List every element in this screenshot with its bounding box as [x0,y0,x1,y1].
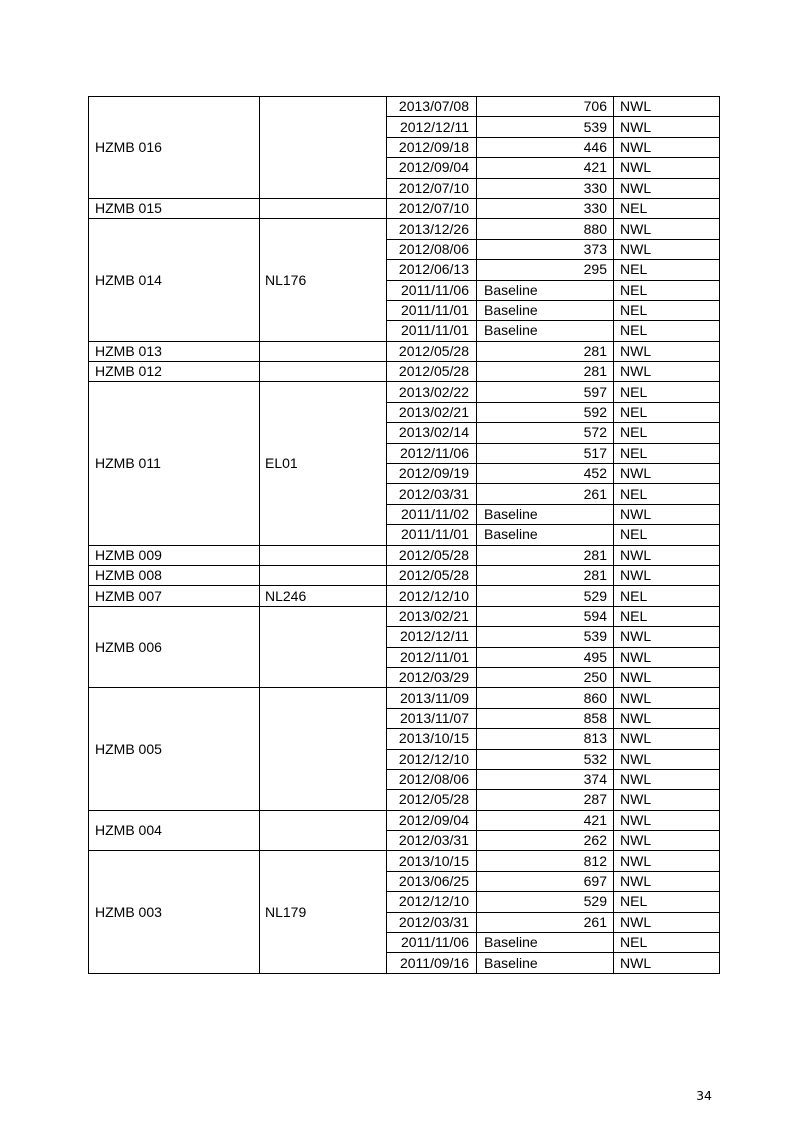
station-code-cell: NL176 [260,219,387,341]
table-row [89,545,720,565]
value-cell: 374 [477,769,614,789]
date-cell: 2011/11/02 [387,504,477,524]
table-row [89,810,720,830]
site-name-cell: HZMB 004 [89,810,260,851]
station-code-cell [260,198,387,218]
site-name-cell: HZMB 014 [89,219,260,341]
date-cell: 2011/11/06 [387,280,477,300]
class-cell: NWL [614,464,720,484]
date-cell: 2012/11/01 [387,647,477,667]
value-cell: Baseline [477,300,614,320]
class-cell: NWL [614,749,720,769]
date-cell: 2012/09/04 [387,158,477,178]
value-cell: Baseline [477,953,614,973]
date-cell: 2011/11/06 [387,933,477,953]
date-cell: 2013/12/26 [387,219,477,239]
date-cell: 2013/02/22 [387,382,477,402]
value-cell: 330 [477,198,614,218]
class-cell: NWL [614,504,720,524]
value-cell: 860 [477,688,614,708]
class-cell: NWL [614,688,720,708]
value-cell: 421 [477,158,614,178]
value-cell: 812 [477,851,614,871]
station-code-cell [260,362,387,382]
table-row [89,565,720,585]
date-cell: 2011/11/01 [387,300,477,320]
date-cell: 2012/12/10 [387,892,477,912]
class-cell: NEL [614,423,720,443]
value-cell: Baseline [477,933,614,953]
class-cell: NEL [614,525,720,545]
table-row [89,688,720,708]
date-cell: 2012/07/10 [387,178,477,198]
class-cell: NEL [614,260,720,280]
date-cell: 2011/11/01 [387,321,477,341]
value-cell: 446 [477,137,614,157]
class-cell: NWL [614,341,720,361]
value-cell: 517 [477,443,614,463]
class-cell: NWL [614,708,720,728]
date-cell: 2013/11/09 [387,688,477,708]
class-cell: NWL [614,953,720,973]
date-cell: 2012/12/10 [387,586,477,606]
date-cell: 2012/09/19 [387,464,477,484]
table-row [89,606,720,626]
site-name-cell: HZMB 007 [89,586,260,606]
value-cell: 421 [477,810,614,830]
date-cell: 2012/03/29 [387,667,477,687]
value-cell: 597 [477,382,614,402]
value-cell: 281 [477,362,614,382]
date-cell: 2012/05/28 [387,545,477,565]
value-cell: 539 [477,117,614,137]
date-cell: 2012/05/28 [387,362,477,382]
class-cell: NEL [614,321,720,341]
date-cell: 2013/10/15 [387,851,477,871]
station-code-cell: NL246 [260,586,387,606]
site-name-cell: HZMB 012 [89,362,260,382]
date-cell: 2012/09/04 [387,810,477,830]
table-row [89,198,720,218]
class-cell: NEL [614,443,720,463]
site-name-cell: HZMB 009 [89,545,260,565]
class-cell: NEL [614,382,720,402]
class-cell: NWL [614,851,720,871]
class-cell: NEL [614,933,720,953]
value-cell: 281 [477,565,614,585]
value-cell: Baseline [477,280,614,300]
class-cell: NEL [614,484,720,504]
value-cell: 281 [477,545,614,565]
date-cell: 2013/07/08 [387,97,477,117]
date-cell: 2012/12/11 [387,117,477,137]
value-cell: 529 [477,892,614,912]
date-cell: 2011/09/16 [387,953,477,973]
value-cell: 452 [477,464,614,484]
class-cell: NWL [614,239,720,259]
value-cell: 572 [477,423,614,443]
date-cell: 2013/02/21 [387,606,477,626]
value-cell: 880 [477,219,614,239]
station-code-cell [260,545,387,565]
class-cell: NWL [614,647,720,667]
date-cell: 2011/11/01 [387,525,477,545]
date-cell: 2012/03/31 [387,484,477,504]
site-name-cell: HZMB 005 [89,688,260,810]
date-cell: 2012/05/28 [387,790,477,810]
table-row [89,586,720,606]
value-cell: 858 [477,708,614,728]
class-cell: NWL [614,219,720,239]
value-cell: 250 [477,667,614,687]
date-cell: 2012/03/31 [387,912,477,932]
date-cell: 2013/10/15 [387,729,477,749]
table-row [89,341,720,361]
class-cell: NWL [614,158,720,178]
table-row [89,362,720,382]
class-cell: NEL [614,586,720,606]
class-cell: NEL [614,892,720,912]
site-name-cell: HZMB 006 [89,606,260,688]
value-cell: 697 [477,871,614,891]
station-code-cell: NL179 [260,851,387,973]
records-table-body [89,97,720,974]
date-cell: 2012/11/06 [387,443,477,463]
value-cell: 330 [477,178,614,198]
value-cell: 706 [477,97,614,117]
site-name-cell: HZMB 013 [89,341,260,361]
value-cell: 262 [477,831,614,851]
class-cell: NEL [614,198,720,218]
value-cell: 281 [477,341,614,361]
date-cell: 2012/03/31 [387,831,477,851]
station-code-cell [260,606,387,688]
station-code-cell [260,688,387,810]
class-cell: NEL [614,280,720,300]
date-cell: 2012/08/06 [387,239,477,259]
page-number: 34 [696,1088,712,1103]
date-cell: 2012/12/11 [387,627,477,647]
value-cell: 287 [477,790,614,810]
value-cell: 532 [477,749,614,769]
class-cell: NWL [614,137,720,157]
value-cell: 539 [477,627,614,647]
class-cell: NWL [614,912,720,932]
value-cell: 592 [477,402,614,422]
class-cell: NWL [614,810,720,830]
class-cell: NWL [614,117,720,137]
site-name-cell: HZMB 011 [89,382,260,545]
class-cell: NEL [614,606,720,626]
value-cell: 529 [477,586,614,606]
date-cell: 2012/08/06 [387,769,477,789]
station-code-cell: EL01 [260,382,387,545]
site-name-cell: HZMB 016 [89,97,260,199]
class-cell: NWL [614,667,720,687]
value-cell: Baseline [477,525,614,545]
station-code-cell [260,341,387,361]
value-cell: Baseline [477,321,614,341]
class-cell: NWL [614,790,720,810]
class-cell: NWL [614,831,720,851]
station-code-cell [260,97,387,199]
class-cell: NWL [614,362,720,382]
records-table [88,96,720,974]
class-cell: NWL [614,627,720,647]
date-cell: 2012/05/28 [387,341,477,361]
table-row [89,382,720,402]
site-name-cell: HZMB 003 [89,851,260,973]
date-cell: 2012/06/13 [387,260,477,280]
class-cell: NWL [614,545,720,565]
class-cell: NEL [614,402,720,422]
class-cell: NWL [614,871,720,891]
value-cell: Baseline [477,504,614,524]
date-cell: 2013/06/25 [387,871,477,891]
date-cell: 2013/02/21 [387,402,477,422]
value-cell: 295 [477,260,614,280]
date-cell: 2012/09/18 [387,137,477,157]
class-cell: NEL [614,300,720,320]
value-cell: 495 [477,647,614,667]
class-cell: NWL [614,178,720,198]
date-cell: 2013/02/14 [387,423,477,443]
station-code-cell [260,810,387,851]
value-cell: 373 [477,239,614,259]
site-name-cell: HZMB 015 [89,198,260,218]
date-cell: 2013/11/07 [387,708,477,728]
table-row [89,851,720,871]
value-cell: 261 [477,484,614,504]
site-name-cell: HZMB 008 [89,565,260,585]
class-cell: NWL [614,729,720,749]
class-cell: NWL [614,565,720,585]
class-cell: NWL [614,97,720,117]
station-code-cell [260,565,387,585]
date-cell: 2012/07/10 [387,198,477,218]
table-row [89,219,720,239]
date-cell: 2012/12/10 [387,749,477,769]
value-cell: 594 [477,606,614,626]
date-cell: 2012/05/28 [387,565,477,585]
class-cell: NWL [614,769,720,789]
value-cell: 813 [477,729,614,749]
value-cell: 261 [477,912,614,932]
table-row [89,97,720,117]
